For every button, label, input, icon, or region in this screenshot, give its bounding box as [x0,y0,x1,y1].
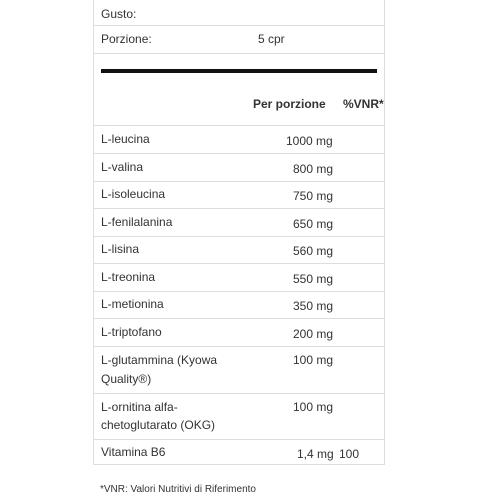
row-amount: 1000 mg [286,134,333,148]
table-bottom-border [93,464,385,465]
table-left-border [93,0,94,465]
table-right-border [384,0,385,465]
row-divider [93,263,385,264]
row-name-line2: Quality®) [101,372,152,386]
row-divider [93,236,385,237]
header-per-porzione: Per porzione [253,97,326,111]
gusto-label: Gusto: [101,7,137,21]
row-amount: 100 mg [293,353,334,367]
header-vnr: %VNR* [343,97,384,111]
row-name-line2: chetoglutarato (OKG) [101,418,216,432]
row-amount: 800 mg [293,162,334,176]
row-name-line1: L-ornitina alfa- [101,400,178,414]
row-name: L-lisina [101,242,140,256]
row-divider [93,393,385,394]
row-divider [93,291,385,292]
row-amount: 560 mg [293,244,334,258]
row-amount: 1,4 mg [297,447,334,461]
row-divider [93,439,385,440]
nutrition-table [93,0,385,465]
row-name: L-fenilalanina [101,215,173,229]
row-divider [93,181,385,182]
row-name: L-leucina [101,132,150,146]
row-divider [93,25,385,26]
porzione-label: Porzione: [101,32,152,46]
row-amount: 200 mg [293,327,334,341]
porzione-value: 5 cpr [258,32,285,46]
row-divider [93,53,385,54]
row-amount: 350 mg [293,299,334,313]
row-divider [93,153,385,154]
row-name: L-triptofano [101,325,162,339]
row-name: Vitamina B6 [101,445,166,459]
row-name: L-treonina [101,270,156,284]
row-vnr: 100 [339,447,360,461]
row-amount: 750 mg [293,189,334,203]
header-divider [93,125,385,126]
row-name: L-isoleucina [101,187,166,201]
row-name: L-valina [101,160,144,174]
row-name: L-metionina [101,297,164,311]
row-amount: 100 mg [293,400,334,414]
vnr-footnote: *VNR: Valori Nutritivi di Riferimento [100,484,256,495]
row-name-line1: L-glutammina (Kyowa [101,353,218,367]
row-amount: 650 mg [293,217,334,231]
row-amount: 550 mg [293,272,334,286]
row-divider [93,208,385,209]
row-divider [93,346,385,347]
row-divider [93,318,385,319]
thick-separator [101,69,377,73]
